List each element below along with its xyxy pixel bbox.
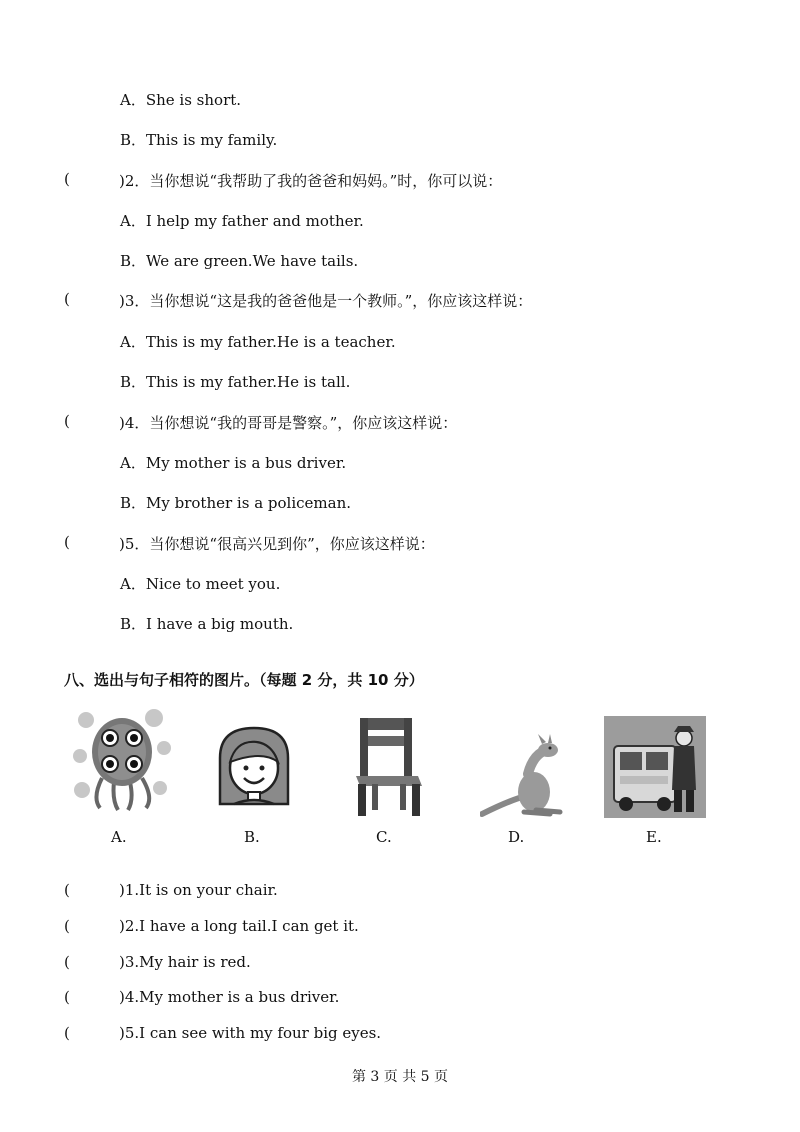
match-q1-text: )1.It is on your chair. — [119, 881, 278, 899]
kangaroo-picture — [480, 734, 564, 818]
picture-label-c: C. — [376, 828, 392, 846]
match-q4-paren: ( — [64, 988, 70, 1006]
q2-prompt: )2．当你想说“我帮助了我的爸爸和妈妈。”时，你可以说： — [119, 172, 503, 190]
section-eight-title: 八、选出与句子相符的图片。（每题 2 分，共 10 分） — [64, 671, 424, 689]
q2-answer-paren: ( — [64, 170, 70, 188]
picture-label-a: A. — [111, 828, 127, 846]
bus-driver-picture — [604, 716, 706, 818]
q1-option-b: B．This is my family. — [120, 131, 278, 149]
picture-label-d: D. — [508, 828, 525, 846]
q2-option-b: B．We are green.We have tails. — [120, 252, 359, 270]
match-q2-paren: ( — [64, 917, 70, 935]
match-q2-text: )2.I have a long tail.I can get it. — [119, 917, 359, 935]
match-q3-text: )3.My hair is red. — [119, 953, 251, 971]
girl-face-picture — [216, 726, 292, 806]
q1-option-a: A．She is short. — [120, 91, 242, 109]
match-q3-paren: ( — [64, 953, 70, 971]
picture-label-e: E. — [646, 828, 662, 846]
q4-prompt: )4．当你想说“我的哥哥是警察。”，你应该这样说： — [119, 414, 458, 432]
q4-option-b: B．My brother is a policeman. — [120, 494, 352, 512]
q5-answer-paren: ( — [64, 533, 70, 551]
match-q4-text: )4.My mother is a bus driver. — [119, 988, 340, 1006]
q5-option-a: A．Nice to meet you. — [120, 575, 281, 593]
match-q5-paren: ( — [64, 1024, 70, 1042]
q3-answer-paren: ( — [64, 290, 70, 308]
q5-option-b: B．I have a big mouth. — [120, 615, 294, 633]
match-q1-paren: ( — [64, 881, 70, 899]
q3-option-b: B．This is my father.He is tall. — [120, 373, 351, 391]
q5-prompt: )5．当你想说“很高兴见到你”，你应该这样说： — [119, 535, 435, 553]
q3-option-a: A．This is my father.He is a teacher. — [120, 333, 396, 351]
picture-label-b: B. — [244, 828, 260, 846]
chair-picture — [354, 716, 424, 818]
match-q5-text: )5.I can see with my four big eyes. — [119, 1024, 382, 1042]
q4-option-a: A．My mother is a bus driver. — [120, 454, 347, 472]
page-number-footer: 第 3 页 共 5 页 — [351, 1069, 449, 1085]
monster-picture — [72, 708, 172, 812]
q3-prompt: )3．当你想说“这是我的爸爸他是一个教师。”，你应该这样说： — [119, 292, 533, 310]
q2-option-a: A．I help my father and mother. — [120, 212, 364, 230]
q4-answer-paren: ( — [64, 412, 70, 430]
